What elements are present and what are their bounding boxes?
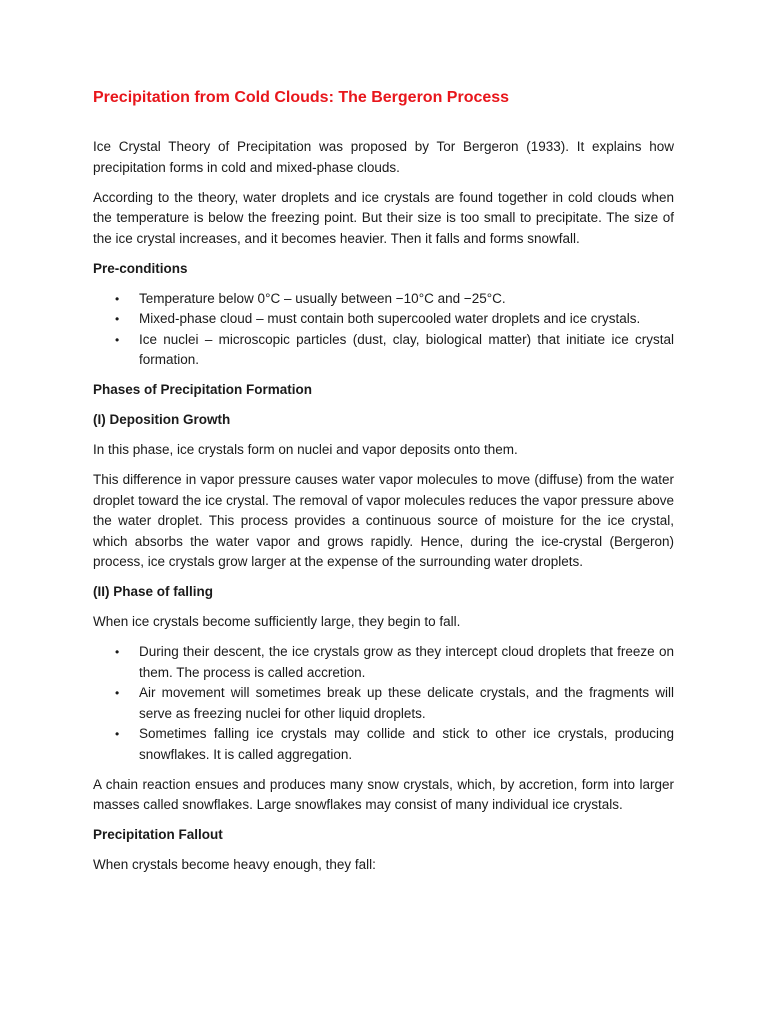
fallout-heading: Precipitation Fallout xyxy=(93,827,223,842)
list-item xyxy=(93,724,674,765)
bullet-icon: • xyxy=(115,727,120,741)
document-title: Precipitation from Cold Clouds: The Bergeron Process xyxy=(93,89,510,106)
document-page xyxy=(93,88,674,885)
falling-closing-paragraph: A chain reaction ensues and produces many snow crystals, which, by accretion, form into larger masses called snowflakes. Large snowflakes may consist of many individual ice crystals. xyxy=(93,776,674,812)
falling-intro: When ice crystals become sufficiently large, they begin to fall. xyxy=(93,614,461,629)
intro-paragraph-1: Ice Crystal Theory of Precipitation was proposed by Tor Bergeron (1933). It explains how precipitation forms in cold and mixed-phase clouds. xyxy=(93,139,674,175)
preconditions-list xyxy=(93,289,674,371)
list-item-text: Ice nuclei – microscopic particles (dust, clay, biological matter) that initiate ice crystal formation. xyxy=(139,331,674,367)
list-item xyxy=(93,330,674,371)
preconditions-heading: Pre-conditions xyxy=(93,260,188,276)
list-item-text: Sometimes falling ice crystals may collide and stick to other ice crystals, producing snowflakes. It is called aggregation. xyxy=(139,726,674,762)
list-item xyxy=(93,683,674,724)
list-item-text: Air movement will sometimes break up these delicate crystals, and the fragments will serve as freezing nuclei for other liquid droplets. xyxy=(139,685,674,721)
bullet-icon: • xyxy=(115,686,120,700)
bullet-icon: • xyxy=(115,645,120,659)
phases-heading: Phases of Precipitation Formation xyxy=(93,382,313,397)
falling-list xyxy=(93,642,674,765)
falling-heading: (II) Phase of falling xyxy=(93,584,214,599)
list-item xyxy=(93,642,674,683)
list-item-text: Mixed-phase cloud – must contain both supercooled water droplets and ice crystals. xyxy=(139,311,641,326)
list-item xyxy=(93,289,674,310)
list-item-text: During their descent, the ice crystals grow as they intercept cloud droplets that freeze on them. The process is called accretion. xyxy=(139,644,674,680)
list-item-text: Temperature below 0°C – usually between −10°C and −25°C. xyxy=(139,290,506,306)
fallout-intro: When crystals become heavy enough, they fall: xyxy=(93,857,376,872)
intro-paragraph-2: According to the theory, water droplets and ice crystals are found together in cold clouds when the temperature is below the freezing point. But their size is too small to precipitate. The size of the ice crystal increases, and it becomes heavier. Then it falls and forms snowfall. xyxy=(93,189,674,246)
deposition-paragraph-1: In this phase, ice crystals form on nuclei and vapor deposits onto them. xyxy=(93,442,518,457)
bullet-icon: • xyxy=(115,291,120,306)
bullet-icon: • xyxy=(115,332,120,347)
deposition-paragraph-2: This difference in vapor pressure causes water vapor molecules to move (diffuse) from the water droplet toward the ice crystal. The removal of vapor molecules reduces the vapor pressure above the water droplet. This process provides a continuous source of moisture for the ice crystal, which absorbs the water vapor and grows rapidly. Hence, during the ice-crystal (Bergeron) process, ice crystals grow larger at the expense of the surrounding water droplets. xyxy=(93,472,674,569)
bullet-icon: • xyxy=(115,312,120,326)
list-item xyxy=(93,309,674,330)
deposition-heading: (I) Deposition Growth xyxy=(93,412,231,427)
